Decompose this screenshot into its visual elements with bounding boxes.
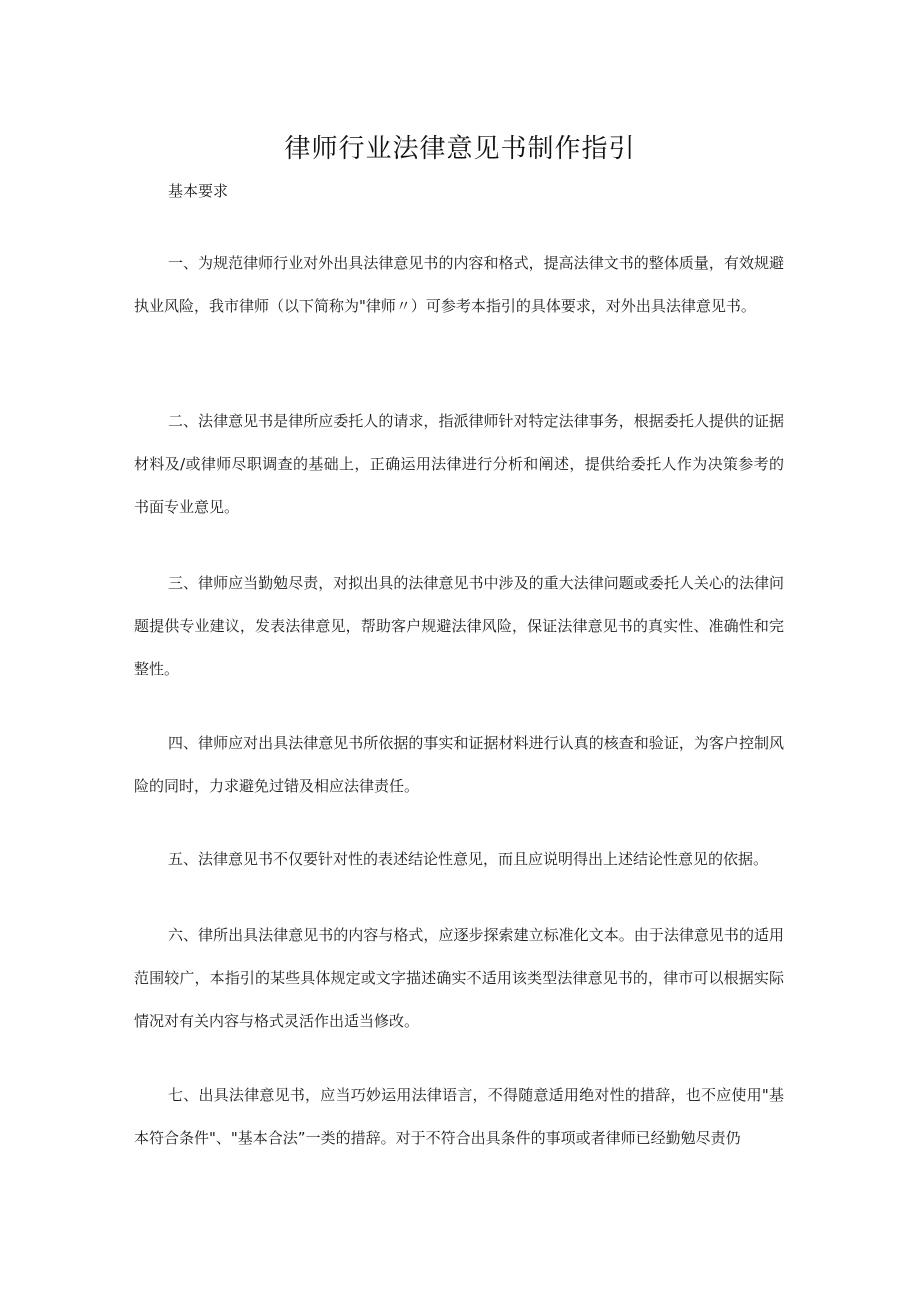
paragraph-3: 三、律师应当勤勉尽责，对拟出具的法律意见书中涉及的重大法律问题或委托人关心的法律问题提供专业建议，发表法律意见，帮助客户规避法律风险，保证法律意见书的真实性、准确性和完整性。 xyxy=(134,574,784,678)
paragraph-6: 六、律所出具法律意见书的内容与格式，应逐步探索建立标准化文本。由于法律意见书的适用范围较广，本指引的某些具体规定或文字描述确实不适用该类型法律意见书的，律市可以根据实际情况对有关内容与格式灵活作出适当修改。 xyxy=(134,926,784,1030)
paragraph-7: 七、出具法律意见书，应当巧妙运用法律语言，不得随意适用绝对性的措辞，也不应使用"基本符合条件"、"基本合法”一类的措辞。对于不符合出具条件的事项或者律师已经勤勉尽责仍 xyxy=(134,1086,784,1147)
paragraph-4: 四、律师应对出具法律意见书所依据的事实和证据材料进行认真的核查和验证，为客户控制风险的同时，力求避免过错及相应法律责任。 xyxy=(134,734,784,795)
section-heading: 基本要求 xyxy=(168,182,229,200)
paragraph-2: 二、法律意见书是律所应委托人的请求，指派律师针对特定法律事务，根据委托人提供的证据材料及/或律师尽职调查的基础上，正确运用法律进行分析和阐述，提供给委托人作为决策参考的书面专业意见。 xyxy=(134,412,784,516)
paragraph-5: 五、法律意见书不仅要针对性的表述结论性意见，而且应说明得出上述结论性意见的依据。 xyxy=(168,850,769,868)
document-title: 律师行业法律意见书制作指引 xyxy=(284,134,636,164)
paragraph-1: 一、为规范律师行业对外出具法律意见书的内容和格式，提高法律文书的整体质量，有效规避执业风险，我市律师（以下简称为"律师〃）可参考本指引的具体要求，对外出具法律意见书。 xyxy=(134,254,784,315)
